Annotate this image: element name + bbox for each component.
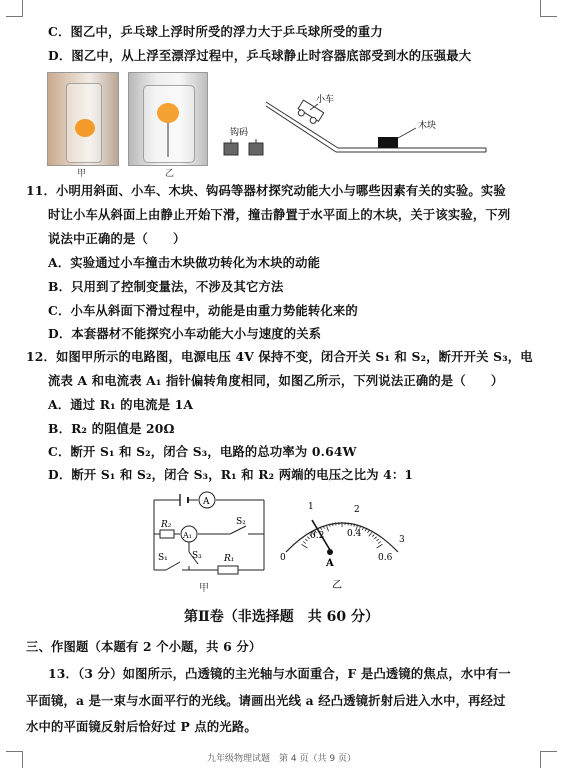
s3-label: S₃ <box>192 551 202 561</box>
weights <box>224 139 263 155</box>
q10-option-c: C．图乙中，乒乓球上浮时所受的浮力大于乒乓球所受的重力 <box>48 24 383 39</box>
q11-stem-3: 说法中正确的是（ ） <box>48 231 186 246</box>
photo-jia <box>47 72 119 166</box>
incline-diagram <box>218 88 493 168</box>
s1-label: S₁ <box>158 553 168 563</box>
inner-tick-04: 0.4 <box>347 529 362 539</box>
outer-tick-2: 2 <box>354 505 360 515</box>
block-label: 木块 <box>418 121 437 131</box>
weight-label: 钩码 <box>230 128 249 138</box>
inner-tick-02: 0.2 <box>310 531 325 541</box>
dial-tick <box>305 539 307 541</box>
corner-mark-top-left <box>6 0 23 17</box>
photo-jia-caption: 甲 <box>77 169 87 179</box>
q11-option-a: A．实验通过小车撞击木块做功转化为木块的动能 <box>48 255 321 270</box>
dial-tick <box>365 529 367 532</box>
q12-option-a: A．通过 R₁ 的电流是 1A <box>48 397 194 412</box>
q11-option-b: B．只用到了控制变量法，不涉及其它方法 <box>48 279 284 294</box>
q12-option-c: C．断开 S₁ 和 S₂，闭合 S₃，电路的总功率为 0.64W <box>48 444 357 459</box>
circuit-caption: 甲 <box>199 583 209 594</box>
outer-tick-1: 1 <box>308 502 314 512</box>
dial-tick <box>378 542 380 544</box>
ammeter-dial <box>272 500 412 595</box>
ammeter-a-label: A <box>203 497 210 507</box>
dial-tick <box>326 525 328 532</box>
inner-tick-0: 0 <box>280 553 286 563</box>
dial-tick <box>372 535 374 537</box>
r1-label: R₁ <box>224 554 235 564</box>
block <box>378 137 398 148</box>
corner-mark-top-right <box>540 0 557 17</box>
s2-label: S₂ <box>236 517 246 527</box>
q11-option-d: D．本套器材不能探究小车动能大小与速度的关系 <box>48 326 322 341</box>
q11-stem-1: 11．小明用斜面、小车、木块、钩码等器材探究动能大小与哪些因素有关的实验。实验 <box>26 183 506 198</box>
dial-tick <box>302 544 308 548</box>
outer-tick-3: 3 <box>399 535 405 545</box>
inner-tick-06: 0.6 <box>378 553 393 563</box>
q12-stem-1: 12．如图甲所示的电路图，电源电压 4V 保持不变，闭合开关 S₁ 和 S₂，断开开关 S₃，电 <box>26 349 533 364</box>
section-title: 第Ⅱ卷（非选择题 共 60 分） <box>183 609 380 625</box>
q10-option-d: D．图乙中，从上浮至漂浮过程中，乒乓球静止时容器底部受到水的压强最大 <box>48 48 472 63</box>
dial-tick <box>377 544 383 548</box>
car-label: 小车 <box>316 95 335 105</box>
q12-stem-2: 流表 A 和电流表 A₁ 指针偏转角度相同，如图乙所示，下列说法正确的是（ ） <box>48 373 504 388</box>
dial-tick <box>374 537 376 539</box>
q11-stem-2: 时让小车从斜面上由静止开始下滑，撞击静置于水平面上的木块，关于该实验，下列 <box>48 207 511 222</box>
needle-pivot <box>327 549 333 555</box>
meter-caption: 乙 <box>332 580 342 591</box>
section-3-heading: 三、作图题（本题有 2 个小题，共 6 分） <box>26 639 262 654</box>
ammeter-a1-label: A₁ <box>183 531 192 540</box>
dial-tick <box>368 531 370 533</box>
meter-symbol: A <box>326 558 334 569</box>
q13-stem-3: 水中的平面镜反射后恰好过 P 点的光路。 <box>26 719 257 734</box>
q13-stem-1: 13．（3 分）如图所示，凸透镜的主光轴与水面重合，F 是凸透镜的焦点，水中有一 <box>48 666 511 681</box>
dial-tick <box>376 539 378 541</box>
dial-tick <box>303 542 305 544</box>
q13-stem-2: 平面镜，a 是一束与水面平行的光线。请画出光线 a 经凸透镜折射后进入水中，再经过 <box>26 693 506 708</box>
q12-option-b: B．R₂ 的阻值是 20Ω <box>48 421 175 436</box>
photo-yi <box>128 72 208 166</box>
photo-yi-caption: 乙 <box>165 169 175 179</box>
q12-option-d: D．断开 S₁ 和 S₂，闭合 S₃，R₁ 和 R₂ 两端的电压之比为 4：1 <box>48 467 414 482</box>
dial-tick <box>369 532 372 536</box>
q11-option-c: C．小车从斜面下滑过程中，动能是由重力势能转化来的 <box>48 303 358 318</box>
r2-label: R₂ <box>161 520 172 530</box>
page-footer: 九年级物理试题 第 4 页（共 9 页） <box>207 754 356 764</box>
circuit-diagram <box>146 488 272 590</box>
block-leader-line <box>398 128 416 138</box>
